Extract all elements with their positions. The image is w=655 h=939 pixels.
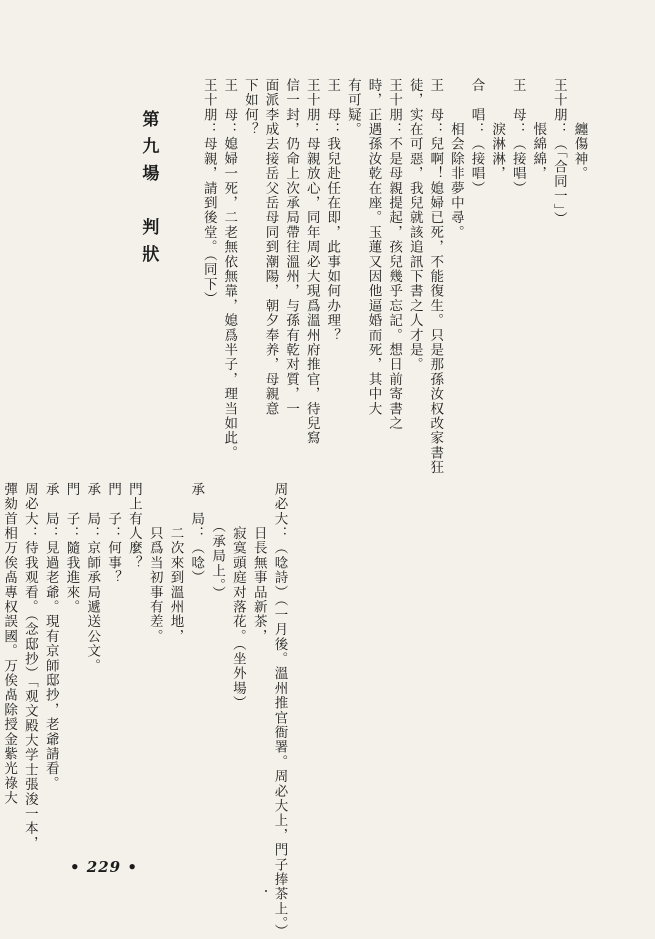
columns_right-column-6: 相会除非夢中尋。	[447, 78, 464, 240]
columns_right-column-14: 信一封，仍命上次承局帶往溫州，与孫有乾对質，一	[283, 78, 300, 417]
columns_left-column-1: 日長無事品新茶，	[250, 482, 267, 644]
scene-heading: 第九場 判狀	[138, 110, 159, 272]
columns_right-column-8: 徒，实在可惡，我兒就該追訊下書之人才是。	[406, 78, 423, 372]
columns_right-column-4: 淚淋淋，	[489, 78, 506, 181]
columns_left-column-8: 門 子：何事？	[105, 482, 122, 585]
columns_right-column-0: 纏傷神。	[571, 78, 588, 181]
columns_left-column-5: 二次來到溫州地，	[167, 482, 184, 644]
columns_left-column-9: 承 局：京師承局遞送公文。	[84, 482, 101, 674]
columns_right-column-12: 王 母：我兒赴任在即，此事如何办理？	[324, 78, 341, 343]
columns_left-column-12: 周必大：待我观看。（念邸抄）「观文殿大学士張浚一本，	[21, 482, 38, 851]
columns_right-column-17: 王 母：媳婦一死，二老無依無靠，媳爲半子，理当如此。	[221, 78, 238, 461]
columns_left-column-4: 承 局：（唸）	[188, 482, 205, 585]
columns_right-column-10: 時，正遇孫汝乾在座。玉蓮又因他逼婚而死，其中大	[365, 78, 382, 417]
columns_right-column-3: 王 母：（接唱）	[509, 78, 526, 196]
columns_right-column-18: 王十朋：母親，請到後堂。（同下）	[200, 78, 217, 307]
page-number: • 229 •	[70, 858, 138, 876]
columns_left-column-6: 只爲当初事有差。	[146, 482, 163, 644]
columns_left-column-10: 門 子：隨我進來。	[63, 482, 80, 615]
columns_right-column-5: 合 唱：（接唱）	[468, 78, 485, 196]
columns_left-column-0: 周必大：（唸詩）（一月後。溫州推官衙署。周必大上，門子捧茶上。）	[271, 482, 288, 939]
print-speck	[265, 890, 267, 892]
columns_left-column-11: 承 局：見過老爺。現有京師邸抄，老爺請看。	[42, 482, 59, 791]
columns_right-column-13: 王十朋：母親放心，同年周必大現爲溫州府推官，待兒寫	[303, 78, 320, 446]
columns_right-column-9: 王十朋：不是母親提起，孩兒幾乎忘記。想日前寄書之	[386, 78, 403, 431]
columns_right-column-1: 王十朋：（「合同一」）	[550, 78, 567, 227]
columns_left-column-7: 門上有人麼？	[125, 482, 142, 571]
columns_left-column-2: 寂寞頭庭对落花。（坐外場）	[229, 482, 246, 711]
columns_left-column-3: （承局上。）	[209, 482, 226, 601]
columns_right-column-7: 王 母：兒啊！媳婦已死，不能復生。只是那孫汝权改家書狂	[427, 78, 444, 475]
columns_right-column-15: 面派李成去接岳父岳母同到潮陽，朝夕奉养，母親意	[262, 78, 279, 417]
columns_right-column-16: 下如何？	[241, 78, 258, 137]
columns_right-column-11: 有可疑。	[344, 78, 361, 137]
columns_right-column-2: 悵綿綿，	[530, 78, 547, 181]
columns_left-column-13: 彈劾首相万俟卨專权誤國。万俟卨除授金紫光祿大	[1, 482, 18, 806]
